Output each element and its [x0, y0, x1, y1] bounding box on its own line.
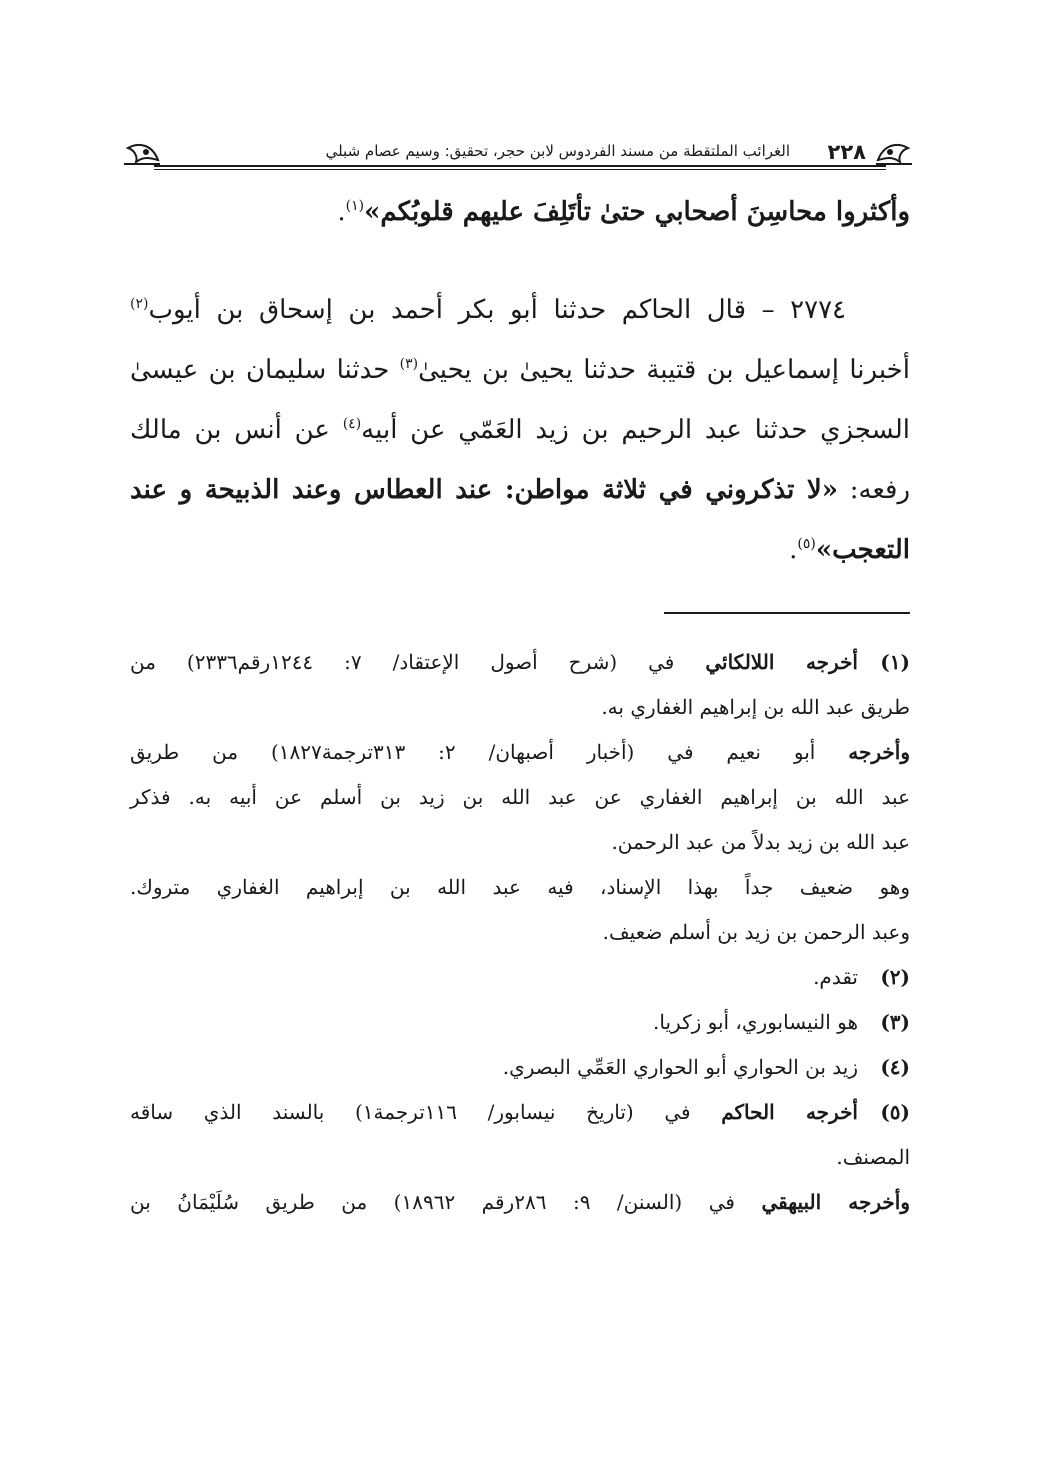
text-line: [130, 520, 910, 580]
punctuation: .: [789, 535, 798, 565]
isnad-text: رفعه:: [837, 475, 910, 505]
footnote-line: [130, 910, 910, 955]
footnote-text: تقدم.: [813, 965, 858, 989]
isnad-text: حدثنا سليمان بن عيسىٰ: [130, 355, 400, 385]
isnad-text: عن أنس بن مالك: [130, 415, 343, 445]
footnotes: [130, 640, 910, 1225]
footnote-ref: (١): [345, 198, 365, 214]
header-rule: [154, 165, 886, 167]
footnote-item: [130, 955, 910, 1000]
text-line: [130, 400, 910, 460]
header-rule-thin: [154, 169, 886, 170]
footnote-bold: أخرجه الحاكم: [721, 1100, 858, 1124]
footnote-line: [130, 775, 910, 820]
isnad-text: أخبرنا إسماعيل بن قتيبة حدثنا يحيىٰ بن يحيىٰ: [418, 355, 910, 385]
footnote-separator: [664, 612, 910, 614]
hadith-number-line: ٢٧٧٤ – قال الحاكم حدثنا أبو بكر أحمد بن إسحاق بن أيوب: [148, 295, 846, 325]
footnote-item: [130, 1000, 910, 1045]
footnote-line: [130, 820, 910, 865]
footnote-number: (٤): [880, 1055, 910, 1079]
hadith-text: التعجب»: [815, 535, 910, 565]
footnote-text: هو النيسابوري، أبو زكريا.: [653, 1010, 858, 1034]
footnote-line: [130, 685, 910, 730]
footnote-text: وعبد الرحمن بن زيد بن أسلم ضعيف.: [602, 920, 910, 944]
footnote-ref: (٢): [130, 296, 149, 312]
footnote-text: في (السنن/ ٩: ٢٨٦رقم ١٨٩٦٢) من طريق سُلَيْمَانُ بن: [130, 1190, 762, 1214]
footnote-item: [130, 640, 910, 685]
footnote-number: (٥): [880, 1100, 910, 1124]
main-text: [130, 182, 910, 580]
footnote-line: [130, 730, 910, 775]
footnote-text: وهو ضعيف جداً بهذا الإسناد، فيه عبد الله بن إبراهيم الغفاري متروك.: [130, 875, 910, 899]
footnote-bold: وأخرجه البيهقي: [761, 1190, 910, 1214]
footnote-text: في (تاريخ نيسابور/ ١١٦ترجمة١) بالسند الذي ساقه: [130, 1100, 722, 1124]
footnote-ref: (٣): [399, 356, 419, 372]
running-header: [132, 138, 908, 172]
page-number: ٢٢٨: [827, 140, 866, 164]
footnote-text: في (شرح أصول الإعتقاد/ ٧: ١٢٤٤رقم٢٣٣٦) من: [130, 650, 706, 674]
isnad-text: السجزي حدثنا عبد الرحيم بن زيد العَمّي عن أبيه: [361, 415, 910, 445]
text-line: [130, 182, 910, 242]
footnote-ref: (٤): [342, 416, 362, 432]
footnote-ref: (٥): [797, 536, 816, 552]
footnote-text: طريق عبد الله بن إبراهيم الغفاري به.: [601, 695, 910, 719]
footnote-text: زيد بن الحواري أبو الحواري العَمِّي البصري.: [502, 1055, 858, 1079]
floral-ornament-icon: [874, 138, 914, 166]
footnote-text: عبد الله بن زيد بدلاً من عبد الرحمن.: [611, 830, 910, 854]
footnote-bold: وأخرجه: [848, 740, 910, 764]
footnote-text: عبد الله بن إبراهيم الغفاري عن عبد الله بن زيد بن أسلم عن أبيه به. فذكر: [130, 785, 910, 809]
text-line: [130, 280, 910, 340]
footnote-text: أبو نعيم في (أخبار أصبهان/ ٢: ٣١٣ترجمة١٨٢٧) من طريق: [130, 740, 849, 764]
footnote-line: [130, 865, 910, 910]
footnote-text: المصنف.: [836, 1145, 910, 1169]
footnote-item: [130, 1090, 910, 1135]
text-line: [130, 340, 910, 400]
footnote-number: (٢): [880, 965, 910, 989]
footnote-item: [130, 1045, 910, 1090]
footnote-bold: أخرجه اللالكائي: [705, 650, 858, 674]
footnote-line: [130, 1180, 910, 1225]
text-line: [130, 460, 910, 520]
hadith-text: وأكثروا محاسِنَ أصحابي حتىٰ تأتَلِفَ عليهم قلوبُكم»: [364, 197, 910, 227]
punctuation: .: [337, 197, 346, 227]
footnote-number: (٣): [880, 1010, 910, 1034]
running-title: الغرائب الملتقطة من مسند الفردوس لابن حجر، تحقيق: وسيم عصام شبلي: [325, 142, 790, 160]
floral-ornament-icon: [122, 138, 162, 166]
hadith-text: «لا تذكروني في ثلاثة مواطن: عند العطاس وعند الذبيحة و عند: [130, 475, 838, 505]
footnote-line: [130, 1135, 910, 1180]
footnote-number: (١): [880, 650, 910, 674]
